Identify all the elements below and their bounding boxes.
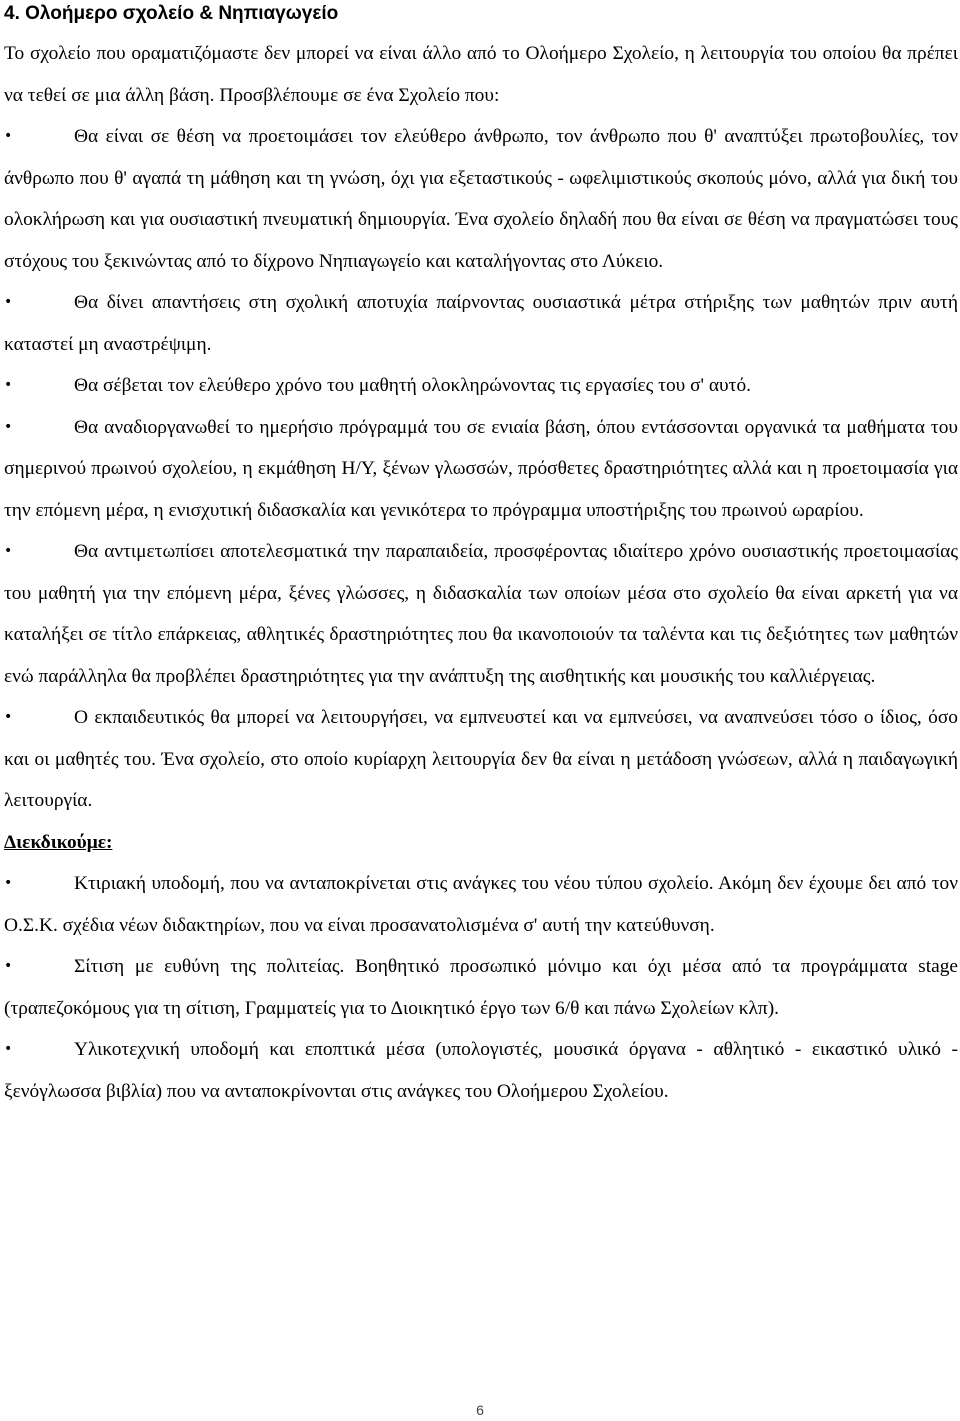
- list-item-text: Θα είναι σε θέση να προετοιμάσει τον ελεύθερο άνθρωπο, τον άνθρωπο που θ' αναπτύξει πρωτοβουλίες, τον άνθρωπο που θ' αγαπά τη μάθηση και τη γνώση, όχι για εξεταστικούς - ωφελιμιστικούς σκοπούς μόνο, αλλά για δική του ολοκλήρωση και για ουσιαστική πνευματική δημιουργία. Ένα σχολείο δηλαδή που θα είναι σε θέση να πραγματώσει τους στόχους του ξεκινώντας από το δίχρονο Νηπιαγωγείο και καταλήγοντας στο Λύκειο.: [4, 126, 958, 272]
- list-item: [4, 282, 958, 365]
- list-item-text: Κτιριακή υποδομή, που να ανταποκρίνεται στις ανάγκες του νέου τύπου σχολείο. Ακόμη δεν έχουμε δει από τον Ο.Σ.Κ. σχέδια νέων διδακτηρίων, που να είναι προσανατολισμένα σ' αυτή την κατεύθυνση.: [4, 873, 958, 936]
- bullet-icon: •: [4, 709, 13, 725]
- document-body: [4, 33, 958, 1112]
- list-item-text: Θα δίνει απαντήσεις στη σχολική αποτυχία παίρνοντας ουσιαστικά μέτρα στήριξης των μαθητών πριν αυτή καταστεί μη αναστρέψιμη.: [4, 292, 958, 355]
- list-item: [4, 1029, 958, 1112]
- list-item: [4, 863, 958, 946]
- list-item: [4, 365, 958, 407]
- list-item: [4, 946, 958, 1029]
- list-item-text: Υλικοτεχνική υποδομή και εποπτικά μέσα (υπολογιστές, μουσικά όργανα - αθλητικό - εικαστικό υλικό - ξενόγλωσσα βιβλία) που να ανταποκρίνονται στις ανάγκες του Ολοήμερου Σχολείου.: [4, 1039, 958, 1102]
- list-item-text: Σίτιση με ευθύνη της πολιτείας. Βοηθητικό προσωπικό μόνιμο και όχι μέσα από τα προγράμματα stage (τραπεζοκόμους για τη σίτιση, Γραμματείς για το Διοικητικό έργο των 6/θ και πάνω Σχολείων κλπ).: [4, 956, 958, 1019]
- list-item-text: Θα σέβεται τον ελεύθερο χρόνο του μαθητή ολοκληρώνοντας τις εργασίες του σ' αυτό.: [74, 375, 751, 396]
- list-item: [4, 407, 958, 532]
- bullet-icon: •: [4, 875, 13, 891]
- section-heading: 4. Ολοήμερο σχολείο & Νηπιαγωγείο: [4, 3, 339, 24]
- subheading-demands: Διεκδικούμε:: [4, 831, 113, 853]
- bullet-icon: •: [4, 1041, 13, 1057]
- bullet-icon: •: [4, 958, 13, 974]
- list-item-text: Ο εκπαιδευτικός θα μπορεί να λειτουργήσει, να εμπνευστεί και να εμπνεύσει, να αναπνεύσει τόσο ο ίδιος, όσο και οι μαθητές του. Ένα σχολείο, στο οποίο κυρίαρχη λειτουργία δεν θα είναι η μετάδοση γνώσεων, αλλά η παιδαγωγική λειτουργία.: [4, 707, 958, 811]
- page-number: 6: [476, 1402, 484, 1418]
- list-item: [4, 116, 958, 282]
- bullet-icon: •: [4, 294, 13, 310]
- list-item: [4, 697, 958, 822]
- list-item-text: Θα αναδιοργανωθεί το ημερήσιο πρόγραμμά του σε ενιαία βάση, όπου εντάσσονται οργανικά τα μαθήματα του σημερινού πρωινού σχολείου, η εκμάθηση Η/Υ, ξένων γλωσσών, πρόσθετες δραστηριότητες αλλά και η προετοιμασία για την επόμενη μέρα, η ενισχυτική διδασκαλία και γενικότερα το πρόγραμμα υποστήριξης του πρωινού ωραρίου.: [4, 416, 958, 521]
- bullet-icon: •: [4, 543, 13, 559]
- list-item-text: Θα αντιμετωπίσει αποτελεσματικά την παραπαιδεία, προσφέροντας ιδιαίτερο χρόνο ουσιαστικής προετοιμασίας του μαθητή για την επόμενη μέρα, ξένες γλώσσες, η διδασκαλία των οποίων μέσα στο σχολείο θα είναι αρκετή για να καταλήξει σε τίτλο επάρκειας, αθλητικές δραστηριότητες που θα ικανοποιούν τα ταλέντα και τις δεξιότητες των μαθητών ενώ παράλληλα θα προβλέπει δραστηριότητες για την ανάπτυξη της αισθητικής και μουσικής του καλλιέργειας.: [4, 541, 958, 687]
- list-item: [4, 531, 958, 697]
- bullet-icon: •: [4, 128, 13, 144]
- bullet-icon: •: [4, 418, 13, 435]
- intro-paragraph: Το σχολείο που οραματιζόμαστε δεν μπορεί να είναι άλλο από το Ολοήμερο Σχολείο, η λειτουργία του οποίου θα πρέπει να τεθεί σε μια άλλη βάση. Προσβλέπουμε σε ένα Σχολείο που:: [4, 43, 958, 106]
- bullet-icon: •: [4, 377, 13, 393]
